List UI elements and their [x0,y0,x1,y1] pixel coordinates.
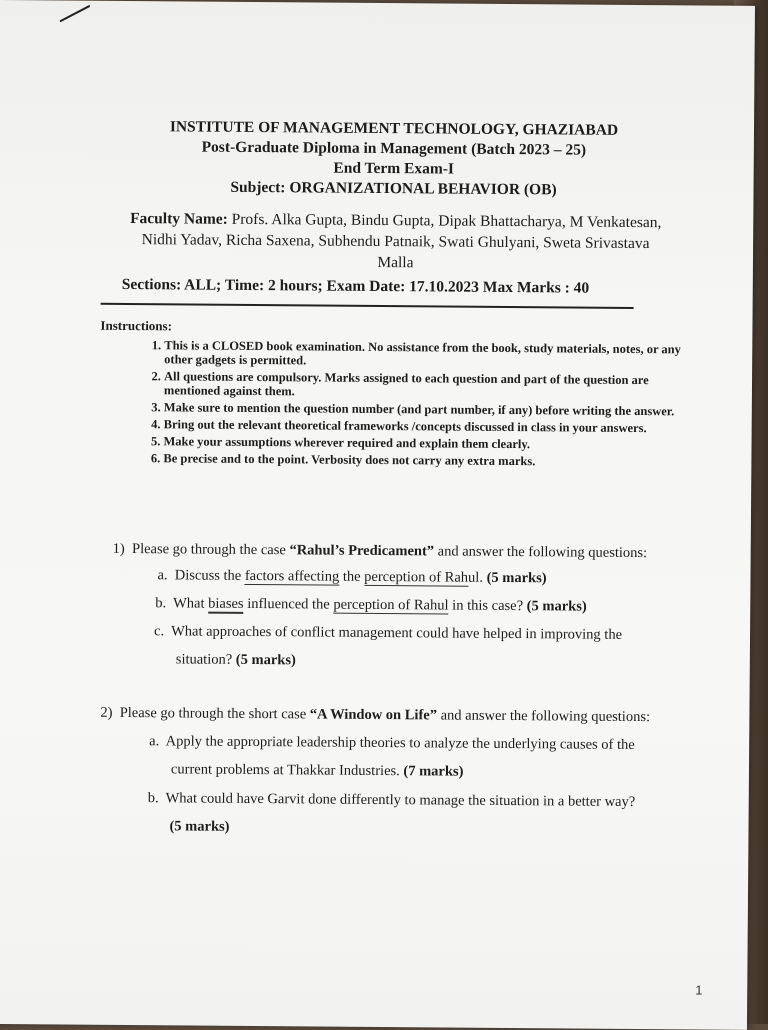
instruction-item: 5. Make your assumptions wherever required and explain them clearly. [163,434,689,452]
underlined-text: biases [208,595,244,612]
part-text: Discuss the [174,567,242,584]
marks: (5 marks) [169,818,230,835]
marks: (5 marks) [526,598,587,615]
part-text: current problems at Thakkar Industries. [170,761,400,780]
part-text: the [342,568,361,585]
marks: (5 marks) [235,651,296,669]
exam-details: Sections: ALL; Time: 2 hours; Exam Date: 17.10.2023 Max Marks : 40 [121,275,590,297]
question-number: 1) [112,540,125,557]
page-number: 1 [695,982,703,998]
part-label: b. [155,595,167,612]
question-1a [157,561,717,593]
faculty-names: Profs. Alka Gupta, Bindu Gupta, Dipak Bhattacharya, M Venkatesan, Nidhi Yadav, Richa Saxena, Subhendu Patnaik, Swati Ghulyani, Sweta Srivastava Malla [141,210,662,272]
marks: (7 marks) [403,763,464,780]
marks: (5 marks) [486,569,547,587]
question-2 [100,703,710,728]
instruction-item: 1. This is a CLOSED book examination. No assistance from the book, study materials, notes, or any other gadgets is permitted. [164,338,690,370]
underlined-text: factors affecting [244,567,340,585]
part-text: influenced the [247,595,330,613]
question-intro: Please go through the short case [119,704,307,723]
underlined-text: perception of Rah [364,568,469,586]
case-title: “A Window on Life” [309,706,438,724]
question-intro-end: and answer the following questions: [437,543,648,562]
instructions-title: Instructions: [100,317,173,334]
question-2a [149,727,714,787]
instruction-item: 6. Be precise and to the point. Verbosity does not carry any extra marks. [163,451,689,469]
question-number: 2) [100,704,113,721]
instruction-item: 3. Make sure to mention the question number (and part number, if any) before writing the answer. [164,400,690,418]
part-label: a. [149,733,160,750]
instructions [99,318,690,473]
programme-name: Post-Graduate Diploma in Management (Batch 2023 – 25) [201,138,587,159]
subject-name: Subject: ORGANIZATIONAL BEHAVIOR (OB) [230,178,557,199]
divider [101,303,634,309]
underlined-text: perception of Rahul [333,596,449,614]
pen-mark [59,5,90,22]
paper-header [0,116,768,202]
question-1 [113,539,703,564]
institute-name: INSTITUTE OF MANAGEMENT TECHNOLOGY, GHAZIABAD [169,118,619,139]
exam-name: End Term Exam-I [333,159,455,178]
case-title: “Rahul’s Predicament” [289,542,435,560]
part-label: c. [153,623,165,640]
part-text: What [173,595,205,612]
instructions-list [99,338,690,470]
faculty-label: Faculty Name: [130,210,228,228]
question-intro-end: and answer the following questions: [440,707,651,726]
question-2b [147,784,717,844]
part-text: Apply the appropriate leadership theories to analyze the underlying causes of the [165,733,635,754]
instruction-item: 2. All questions are compulsory. Marks assigned to each question and part of the question are mentioned against them. [164,369,690,401]
part-text: What could have Garvit done differently to manage the situation in a better way? [165,790,636,811]
question-1c [154,617,714,677]
part-text: situation? [175,651,233,668]
faculty-block [123,208,668,275]
part-text: ul. [468,569,484,586]
instruction-item: 4. Bring out the relevant theoretical frameworks /concepts discussed in class in your answers. [164,417,690,435]
part-text: in this case? [452,597,524,615]
part-label: a. [157,567,168,584]
part-label: b. [147,790,159,807]
question-intro: Please go through the case [131,541,286,559]
part-text: What approaches of conflict management could have helped in improving the [171,623,623,643]
question-1b [155,589,715,621]
